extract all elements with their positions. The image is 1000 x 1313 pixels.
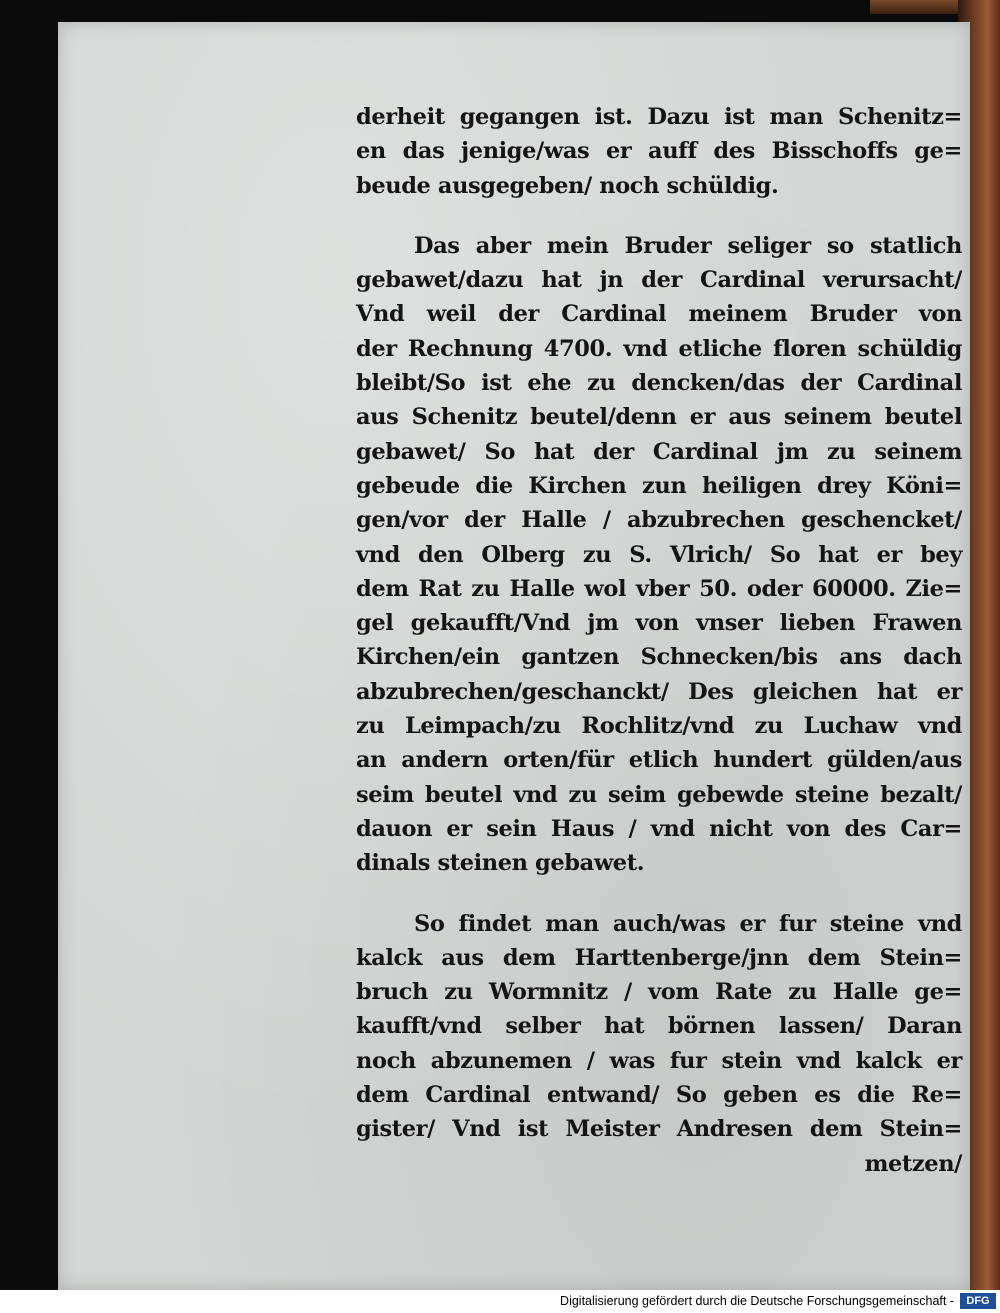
text-line: vnd den Olberg zu S. Vlrich/ So hat er bey (356, 541, 962, 568)
text-line: an andern orten/für etlich hundert gülden/aus (356, 747, 962, 774)
text-line: beude ausgegeben/ noch schüldig. (356, 172, 779, 199)
body-text (356, 100, 962, 1181)
paragraph-3 (356, 907, 962, 1147)
text-line: kaufft/vnd selber hat börnen lassen/ Daran (356, 1013, 962, 1040)
text-line: So findet man auch/was er fur steine vnd (414, 910, 962, 937)
text-line: derheit gegangen ist. Dazu ist man Schenitz= (356, 104, 962, 130)
paragraph-gap (356, 881, 962, 907)
text-line: Kirchen/ein gantzen Schnecken/bis ans dach (356, 644, 962, 671)
text-line: abzubrechen/geschanckt/ Des gleichen hat er (356, 678, 962, 705)
paragraph-2 (356, 229, 962, 881)
text-line: Das aber mein Bruder seliger so statlich (414, 232, 962, 259)
dfg-logo[interactable]: DFG (960, 1293, 996, 1309)
text-line: bleibt/So ist ehe zu dencken/das der Cardinal (356, 370, 962, 397)
text-line: seim beutel vnd zu seim gebewde steine bezalt/ (356, 781, 962, 808)
text-line: noch abzunemen / was fur stein vnd kalck er (356, 1047, 962, 1074)
text-line: zu Leimpach/zu Rochlitz/vnd zu Luchaw vnd (356, 713, 962, 740)
text-line: Vnd weil der Cardinal meinem Bruder von (356, 301, 962, 328)
text-line: bruch zu Wormnitz / vom Rate zu Halle ge= (356, 979, 962, 1006)
footer-bar (0, 1290, 1000, 1313)
paragraph-gap (356, 203, 962, 229)
text-line: dinals steinen gebawet. (356, 850, 645, 877)
scanned-page (58, 22, 970, 1290)
text-line: gister/ Vnd ist Meister Andresen dem Stein= (356, 1116, 962, 1143)
text-line: gebawet/ So hat der Cardinal jm zu seinem (356, 438, 962, 465)
text-line: dem Rat zu Halle wol vber 50. oder 60000. Zie= (356, 575, 962, 602)
text-line: der Rechnung 4700. vnd etliche floren schüldig (356, 335, 962, 362)
text-line: en das jenige/was er auff des Bisschoffs ge= (356, 138, 962, 165)
text-line: gebeude die Kirchen zun heiligen drey Köni= (356, 472, 962, 499)
text-line: dem Cardinal entwand/ So geben es die Re= (356, 1082, 962, 1109)
funding-credit: Digitalisierung gefördert durch die Deutsche Forschungsgemeinschaft - (560, 1294, 954, 1308)
paragraph-1 (356, 100, 962, 203)
text-line: gen/vor der Halle / abzubrechen geschencket/ (356, 507, 962, 534)
catchword: metzen/ (864, 1150, 962, 1177)
text-line: aus Schenitz beutel/denn er aus seinem beutel (356, 404, 962, 431)
text-line: dauon er sein Haus / vnd nicht von des Car= (356, 815, 962, 842)
text-line: gel gekaufft/Vnd jm von vnser lieben Frawen (356, 610, 962, 637)
text-line: kalck aus dem Harttenberge/jnn dem Stein= (356, 944, 962, 971)
text-line: gebawet/dazu hat jn der Cardinal verursacht/ (356, 267, 962, 294)
